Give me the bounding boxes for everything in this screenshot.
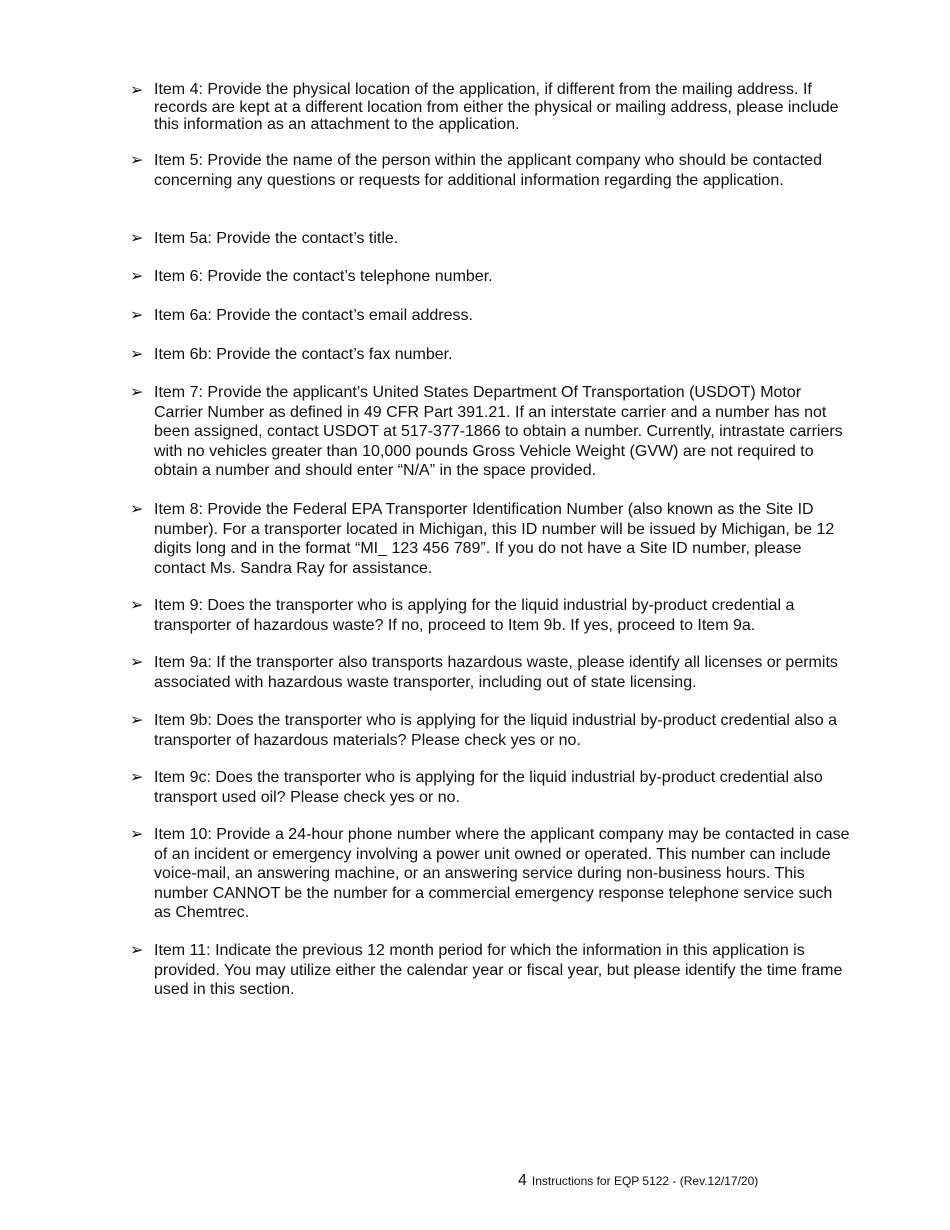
arrow-bullet-icon: ➢ (130, 654, 144, 671)
instruction-text: Item 9c: Does the transporter who is applying for the liquid industrial by-product credential also transport used oil? Please check yes or no. (154, 769, 823, 806)
page-footer (518, 1172, 758, 1190)
arrow-bullet-icon: ➢ (130, 942, 144, 959)
instruction-item-6a (130, 306, 850, 326)
instruction-item-10 (130, 825, 850, 923)
instruction-item-11 (130, 941, 850, 1000)
instruction-item-9b (130, 711, 850, 750)
arrow-bullet-icon: ➢ (130, 82, 144, 99)
instruction-text: Item 9a: If the transporter also transports hazardous waste, please identify all licenses or permits associated with hazardous waste transporter, including out of state licensing. (154, 654, 838, 691)
instruction-text: Item 6b: Provide the contact’s fax number. (154, 346, 453, 363)
arrow-bullet-icon: ➢ (130, 769, 144, 786)
arrow-bullet-icon: ➢ (130, 826, 144, 843)
page-number: 4 (518, 1172, 527, 1189)
instruction-text: Item 8: Provide the Federal EPA Transporter Identification Number (also known as the Site ID number). For a transporter located in Michigan, this ID number will be issued by Michigan, be 12 digits long and in the format “MI_ 123 456 789”. If you do not have a Site ID number, please contact Ms. Sandra Ray for assistance. (154, 501, 835, 577)
instruction-item-6 (130, 267, 850, 287)
instruction-item-9 (130, 596, 850, 635)
arrow-bullet-icon: ➢ (130, 307, 144, 324)
arrow-bullet-icon: ➢ (130, 268, 144, 285)
instruction-text: Item 9b: Does the transporter who is applying for the liquid industrial by-product credential also a transporter of hazardous materials? Please check yes or no. (154, 712, 838, 749)
arrow-bullet-icon: ➢ (130, 712, 144, 729)
instruction-item-8 (130, 500, 850, 578)
arrow-bullet-icon: ➢ (130, 346, 144, 363)
instruction-item-4 (130, 81, 850, 134)
instruction-item-7 (130, 383, 850, 481)
instruction-text: Item 5: Provide the name of the person within the applicant company who should be contacted concerning any questions or requests for additional information regarding the application. (154, 152, 822, 189)
instruction-text: Item 5a: Provide the contact’s title. (154, 230, 399, 247)
instruction-text: Item 6: Provide the contact’s telephone number. (154, 268, 493, 285)
instruction-item-5 (130, 151, 850, 190)
footer-form-reference: Instructions for EQP 5122 - (Rev.12/17/20) (531, 1174, 759, 1188)
instruction-text: Item 4: Provide the physical location of the application, if different from the mailing address. If records are kept at a different location from either the physical or mailing address, please include this information as an attachment to the application. (154, 81, 839, 133)
instruction-text: Item 7: Provide the applicant’s United States Department Of Transportation (USDOT) Motor Carrier Number as defined in 49 CFR Part 391.21. If an interstate carrier and a number has not been assigned, contact USDOT at 517-377-1866 to obtain a number. Currently, intrastate carriers with no vehicles greater than 10,000 pounds Gross Vehicle Weight (GVW) are not required to obtain a number and should enter “N/A” in the space provided. (154, 384, 843, 480)
instruction-text: Item 6a: Provide the contact’s email address. (154, 307, 473, 324)
instruction-item-9c (130, 768, 850, 807)
arrow-bullet-icon: ➢ (130, 597, 144, 614)
instruction-text: Item 11: Indicate the previous 12 month period for which the information in this application is provided. You may utilize either the calendar year or fiscal year, but please identify the time frame used in this section. (154, 942, 843, 999)
arrow-bullet-icon: ➢ (130, 230, 144, 247)
instruction-item-9a (130, 653, 850, 692)
arrow-bullet-icon: ➢ (130, 501, 144, 518)
instruction-item-6b (130, 345, 850, 365)
instruction-text: Item 10: Provide a 24-hour phone number where the applicant company may be contacted in case of an incident or emergency involving a power unit owned or operated. This number can include voice-mail, an answering machine, or an answering service during non-business hours. This number CANNOT be the number for a commercial emergency response telephone service such as Chemtrec. (154, 826, 850, 922)
instruction-item-5a (130, 229, 850, 249)
arrow-bullet-icon: ➢ (130, 384, 144, 401)
instruction-text: Item 9: Does the transporter who is applying for the liquid industrial by-product credential a transporter of hazardous waste? If no, proceed to Item 9b. If yes, proceed to Item 9a. (154, 597, 795, 634)
arrow-bullet-icon: ➢ (130, 152, 144, 169)
